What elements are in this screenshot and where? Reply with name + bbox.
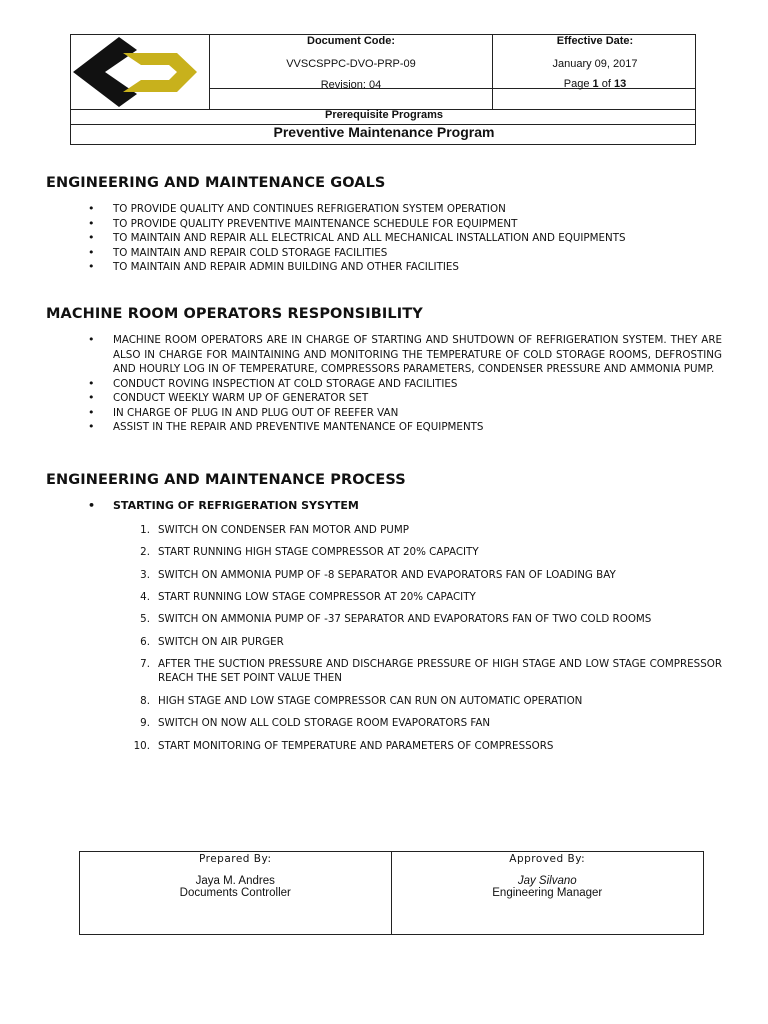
logo-gold-shape [123, 53, 197, 92]
list-item: • TO PROVIDE QUALITY AND CONTINUES REFRIGERATION SYSTEM OPERATION [88, 202, 722, 217]
bullet-icon: • [88, 499, 96, 512]
step-number: 9. [140, 717, 150, 729]
process-subheading-text: STARTING OF REFRIGERATION SYSYTEM [113, 499, 359, 512]
approved-by-name: Jay Silvano [517, 875, 577, 887]
list-item: • MACHINE ROOM OPERATORS ARE IN CHARGE OF STARTING AND SHUTDOWN OF REFRIGERATION SYSTEM. THEY ARE ALSO IN CHARGE FOR MAINTAINING AND MONITORING THE TEMPERATURE OF COLD STORAGE ROOMS, DEFROSTING AND HOURLY LOG IN OF TEMPERATURE, COMPRESSORS PARAMETERS, CONDENSER PRESSURE AND AMMONIA PUMP. [88, 333, 722, 377]
prepared-by-label: Prepared By: [198, 853, 272, 865]
step-text: START MONITORING OF TEMPERATURE AND PARAMETERS OF COMPRESSORS [158, 740, 554, 752]
step-number: 7. [140, 658, 150, 670]
step-item [132, 694, 722, 708]
step-item [132, 568, 722, 582]
goals-heading: ENGINEERING AND MAINTENANCE GOALS [46, 175, 386, 191]
step-number: 6. [140, 636, 150, 648]
step-number: 8. [140, 695, 150, 707]
step-item [132, 635, 722, 649]
list-item: • IN CHARGE OF PLUG IN AND PLUG OUT OF REEFER VAN [88, 406, 722, 421]
effective-date-value: January 09, 2017 [552, 58, 638, 70]
step-text: HIGH STAGE AND LOW STAGE COMPRESSOR CAN RUN ON AUTOMATIC OPERATION [158, 695, 583, 707]
step-number: 3. [140, 569, 150, 581]
list-item: • CONDUCT WEEKLY WARM UP OF GENERATOR SET [88, 391, 722, 406]
step-number: 4. [140, 591, 150, 603]
document-code-value: VVSCSPPC-DVO-PRP-09 [286, 58, 416, 70]
list-item: • TO PROVIDE QUALITY PREVENTIVE MAINTENANCE SCHEDULE FOR EQUIPMENT [88, 217, 722, 232]
step-item [132, 590, 722, 604]
list-item: • ASSIST IN THE REPAIR AND PREVENTIVE MANTENANCE OF EQUIPMENTS [88, 420, 722, 435]
document-code-label: Document Code: [307, 35, 395, 47]
responsibility-list [88, 333, 722, 435]
step-text: START RUNNING LOW STAGE COMPRESSOR AT 20% CAPACITY [158, 591, 476, 603]
page-number [493, 78, 697, 90]
step-number: 1. [140, 524, 150, 536]
process-heading: ENGINEERING AND MAINTENANCE PROCESS [46, 472, 406, 488]
step-text: START RUNNING HIGH STAGE COMPRESSOR AT 20% CAPACITY [158, 546, 479, 558]
process-subheading [88, 499, 359, 512]
program-title: Preventive Maintenance Program [273, 124, 495, 140]
step-text: SWITCH ON AMMONIA PUMP OF -37 SEPARATOR AND EVAPORATORS FAN OF TWO COLD ROOMS [158, 613, 652, 625]
step-text: SWITCH ON NOW ALL COLD STORAGE ROOM EVAPORATORS FAN [158, 717, 491, 729]
step-text: SWITCH ON AIR PURGER [158, 636, 284, 648]
logo-cell [71, 35, 210, 109]
approved-by-label: Approved By: [509, 853, 586, 865]
goals-list [88, 202, 722, 275]
approved-by-title: Engineering Manager [492, 887, 603, 899]
prepared-by-cell [80, 852, 392, 934]
step-item [132, 523, 722, 537]
page-of: of [598, 78, 614, 90]
revision-value: Revision: 04 [320, 79, 382, 91]
approved-by-cell [392, 852, 704, 934]
company-logo [71, 35, 210, 109]
step-number: 2. [140, 546, 150, 558]
list-item: • TO MAINTAIN AND REPAIR COLD STORAGE FACILITIES [88, 246, 722, 261]
list-item: • TO MAINTAIN AND REPAIR ALL ELECTRICAL AND ALL MECHANICAL INSTALLATION AND EQUIPMENTS [88, 231, 722, 246]
page-total: 13 [613, 78, 627, 90]
program-category: Prerequisite Programs [325, 109, 443, 121]
logo-dark-shape [73, 37, 137, 107]
signature-table [79, 851, 704, 935]
page-prefix: Page [563, 78, 593, 90]
step-text: SWITCH ON CONDENSER FAN MOTOR AND PUMP [158, 524, 409, 536]
page-current: 1 [592, 78, 599, 90]
effective-date-label: Effective Date: [556, 35, 634, 47]
list-item: • CONDUCT ROVING INSPECTION AT COLD STORAGE AND FACILITIES [88, 377, 722, 392]
step-item [132, 739, 722, 753]
step-item [132, 716, 722, 730]
step-text: AFTER THE SUCTION PRESSURE AND DISCHARGE PRESSURE OF HIGH STAGE AND LOW STAGE COMPRESSOR REACH THE SET POINT VALUE THEN [158, 658, 722, 684]
step-item [132, 545, 722, 559]
list-item: • TO MAINTAIN AND REPAIR ADMIN BUILDING AND OTHER FACILITIES [88, 260, 722, 275]
responsibility-heading: MACHINE ROOM OPERATORS RESPONSIBILITY [46, 306, 423, 322]
step-text: SWITCH ON AMMONIA PUMP OF -8 SEPARATOR AND EVAPORATORS FAN OF LOADING BAY [158, 569, 616, 581]
step-number: 5. [140, 613, 150, 625]
step-item [132, 657, 722, 685]
prepared-by-title: Documents Controller [179, 887, 291, 899]
step-number: 10. [133, 740, 150, 752]
document-header-table [70, 34, 696, 145]
prepared-by-name: Jaya M. Andres [195, 875, 275, 887]
step-item [132, 612, 722, 626]
